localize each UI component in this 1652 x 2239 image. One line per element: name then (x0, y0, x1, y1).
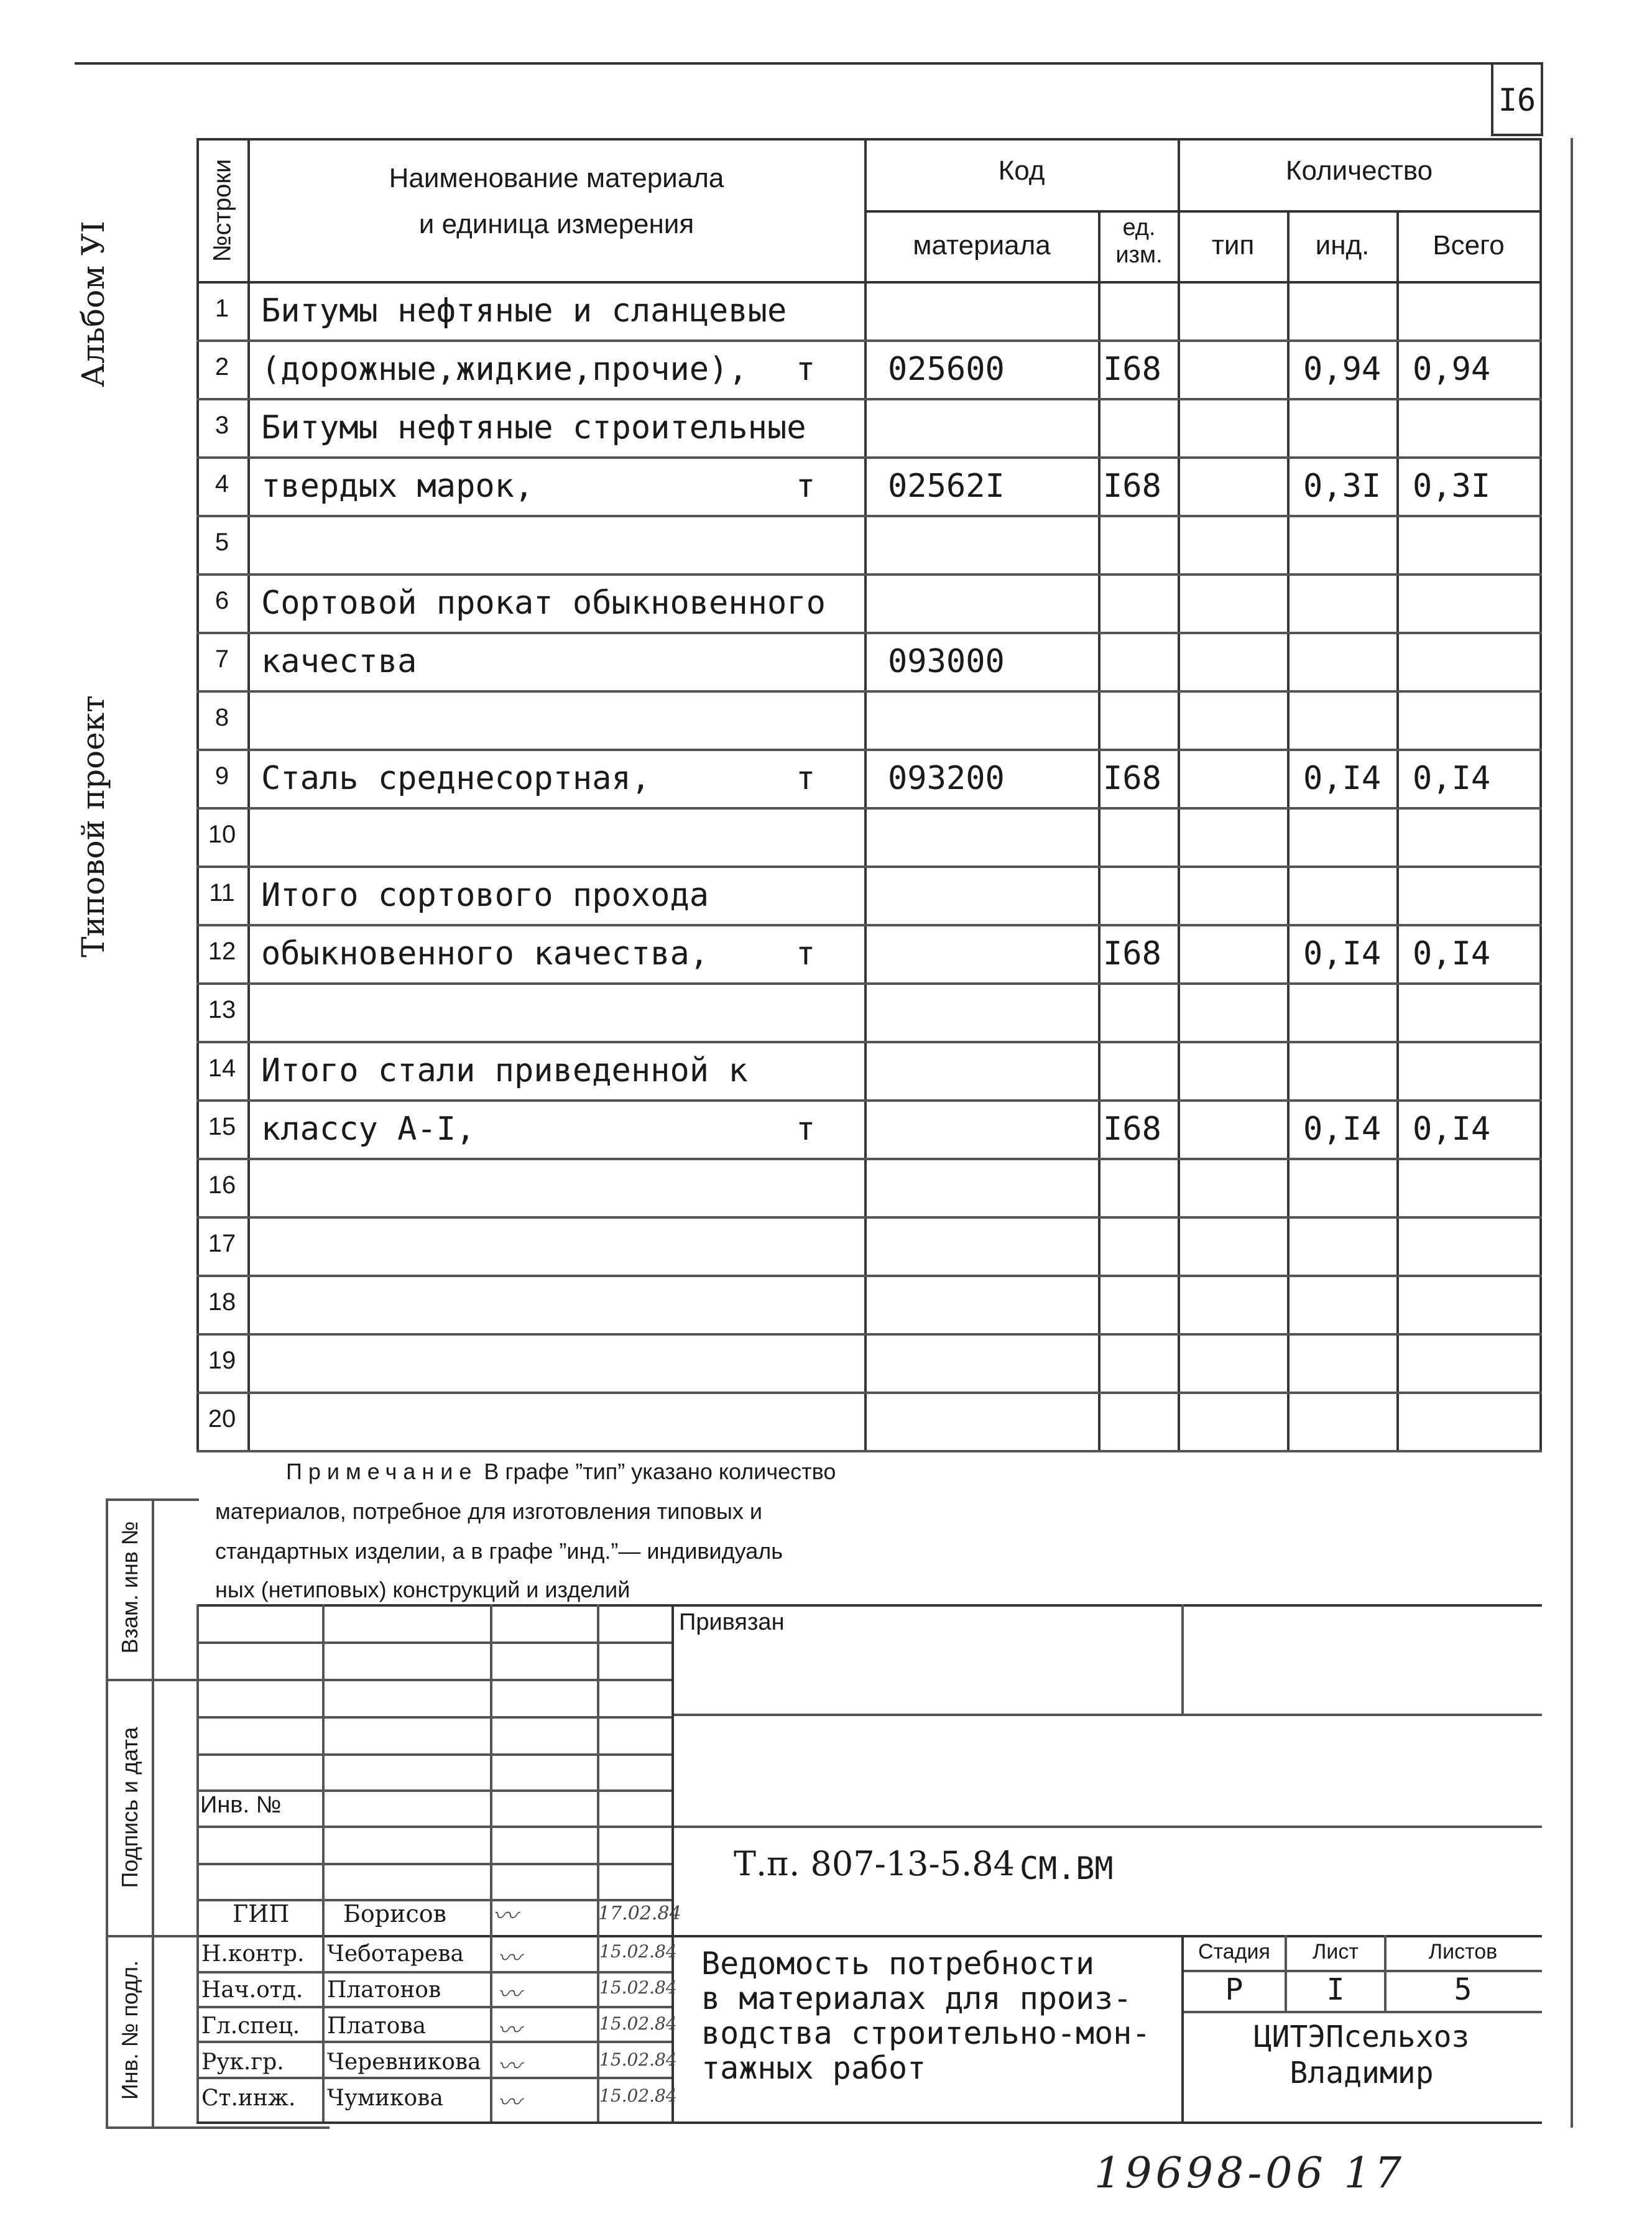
side-inv-podl: Инв. № подл. (117, 1960, 142, 2100)
row-number: 11 (209, 879, 235, 907)
signature-icon: 〰 (497, 2089, 522, 2116)
qty-total: 0,I4 (1413, 935, 1491, 972)
material-unit: т (796, 468, 816, 505)
material-unit: т (796, 351, 816, 388)
unit-code: I68 (1103, 935, 1161, 972)
col-divider (1396, 211, 1399, 1450)
material-unit: т (796, 935, 816, 972)
qty-total: 0,94 (1413, 351, 1491, 388)
header-bottom (196, 281, 1542, 284)
row-divider (196, 924, 1542, 926)
row-divider (196, 866, 1542, 868)
signer-date: 15.02.84 (599, 2013, 677, 2034)
stamp-rule (196, 2006, 671, 2008)
side-project: Типовой проект (75, 695, 111, 958)
doc-title (701, 1946, 1150, 2085)
signer-name: Платова (327, 2013, 427, 2039)
stamp-rule (1181, 2011, 1542, 2013)
material-name: твердых марок, (261, 468, 534, 505)
row-divider (196, 1275, 1542, 1277)
unit-code: I68 (1103, 468, 1161, 505)
footer-archive-number: 19698-06 17 (1094, 2149, 1405, 2198)
row-divider (196, 632, 1542, 634)
side-strip-rule (106, 2126, 330, 2129)
top-rule (75, 62, 1543, 65)
row-number: 15 (208, 1113, 236, 1140)
unit-code: I68 (1103, 351, 1161, 388)
row-divider (196, 982, 1542, 985)
row-divider (196, 515, 1542, 517)
stamp-doc-code: Т.п. 807-13-5.84 (734, 1844, 1015, 1883)
material-name: классу А-I, (261, 1110, 476, 1148)
material-unit: т (796, 1110, 816, 1148)
signer-name: Платонов (327, 1977, 441, 2003)
stamp-rule (196, 2041, 671, 2043)
row-divider (196, 573, 1542, 576)
material-name: Итого стали приведенной к (261, 1052, 748, 1089)
col-divider (1098, 211, 1101, 1450)
header-quantity: Количество (1285, 155, 1433, 186)
org-line-1: ЦИТЭПсельхоз (1253, 2020, 1470, 2054)
row-number: 2 (215, 353, 229, 381)
stamp-rule (196, 1753, 671, 1756)
doc-title-line-3: водства строительно-мон- (701, 2015, 1151, 2051)
row-number: 8 (215, 704, 229, 731)
material-code: 02562I (888, 468, 1005, 505)
row-number: 20 (208, 1405, 236, 1433)
material-unit: т (796, 760, 816, 797)
header-code-material: материала (913, 230, 1051, 261)
row-number: 18 (208, 1288, 236, 1316)
row-number: 10 (208, 821, 236, 848)
signer-name: Чеботарева (327, 1941, 464, 1967)
row-divider (196, 456, 1542, 459)
note-line-2: материалов, потребное для изготовления типовых и (215, 1498, 763, 1524)
row-number: 6 (215, 587, 229, 614)
doc-title-line-4: тажных работ (701, 2050, 926, 2086)
row-divider (196, 1158, 1542, 1160)
side-album: Альбом УI (75, 221, 111, 387)
org-line-2: Владимир (1290, 2056, 1434, 2090)
signature-icon: 〰 (497, 1980, 522, 2008)
unit-code: I68 (1103, 760, 1161, 797)
qty-ind: 0,I4 (1303, 1110, 1382, 1148)
gip-name: Борисов (343, 1900, 447, 1927)
doc-title-line-2: в материалах для произ- (701, 1980, 1132, 2016)
stamp-col (1181, 1604, 1184, 1714)
col-divider (247, 138, 250, 1450)
material-name: Сортовой прокат обыкновенного (261, 584, 826, 622)
sheet-value: I (1326, 1972, 1345, 2007)
stamp-rule (196, 1826, 1542, 1828)
stamp-rule (196, 1716, 671, 1719)
row-number: 7 (215, 645, 229, 673)
material-name: обыкновенного качества, (261, 935, 709, 972)
header-code-unit: ед. изм. (1115, 215, 1163, 268)
stamp-rule (196, 1641, 671, 1644)
stamp-col (196, 1604, 199, 2121)
row-divider (196, 1333, 1542, 1336)
row-divider (196, 1392, 1542, 1394)
header-q-type: тип (1211, 230, 1255, 261)
signer-date: 15.02.84 (599, 1977, 677, 1998)
signature-icon: 〰 (497, 2016, 522, 2044)
qty-ind: 0,I4 (1303, 760, 1382, 797)
signer-date: 15.02.84 (599, 1941, 677, 1962)
material-name: Битумы нефтяные строительные (261, 409, 806, 446)
row-divider (196, 398, 1542, 400)
row-divider (196, 1099, 1542, 1102)
row-number: 12 (208, 938, 236, 965)
row-number: 1 (215, 295, 229, 322)
side-vzam: Взам. инв № (117, 1521, 142, 1654)
stage-value: Р (1225, 1972, 1244, 2007)
stamp-rule (196, 1863, 671, 1865)
material-name: Сталь среднесортная, (261, 760, 651, 797)
qty-ind: 0,94 (1303, 351, 1382, 388)
doc-title-line-1: Ведомость потребности (701, 1946, 1095, 1982)
signature-icon: 〰 (497, 1944, 522, 1972)
note-label: Примечание (286, 1459, 478, 1484)
table-top-border (196, 138, 1542, 141)
signer-role: Н.контр. (201, 1941, 305, 1967)
sheets-label: Листов (1428, 1940, 1498, 1964)
material-name: (дорожные,жидкие,прочие), (261, 351, 748, 388)
note-line-3: стандартных изделии, а в графе ”инд.”— индивидуаль (215, 1538, 783, 1564)
header-q-ind: инд. (1315, 230, 1370, 261)
row-divider (196, 1216, 1542, 1219)
header-divider (864, 210, 1542, 213)
stamp-rule (196, 1935, 1542, 1937)
page-number-box (1491, 64, 1543, 136)
qty-total: 0,3I (1413, 468, 1491, 505)
material-name: Итого сортового прохода (261, 877, 709, 914)
signer-date: 15.02.84 (599, 2085, 677, 2106)
signer-name: Черевникова (327, 2049, 481, 2075)
signer-role: Нач.отд. (201, 1977, 303, 2003)
header-code: Код (998, 155, 1045, 186)
material-code: 093000 (888, 643, 1005, 680)
stamp-inv-no: Инв. № (200, 1792, 282, 1818)
stamp-doc-code2: СМ.ВМ (1020, 1850, 1114, 1886)
stamp-col (490, 1604, 492, 2121)
note-line-4: ных (нетиповых) конструкций и изделий (215, 1577, 630, 1602)
qty-ind: 0,3I (1303, 468, 1382, 505)
page-number: I6 (1498, 82, 1536, 118)
side-podpis: Подпись и дата (117, 1727, 142, 1888)
gip-signature-icon: 〰 (492, 1902, 517, 1931)
row-number: 17 (208, 1230, 236, 1257)
row-number: 13 (208, 996, 236, 1023)
row-divider (196, 807, 1542, 810)
qty-total: 0,I4 (1413, 760, 1491, 797)
material-code: 025600 (888, 351, 1005, 388)
col-divider (864, 138, 867, 1450)
material-code: 093200 (888, 760, 1005, 797)
gip-date: 17.02.84 (598, 1903, 681, 1924)
sheets-value: 5 (1454, 1972, 1472, 2007)
row-divider (196, 1041, 1542, 1043)
stamp-rule (196, 1971, 671, 1974)
stamp-col (597, 1604, 599, 2121)
row-number: 16 (208, 1171, 236, 1199)
row-number: 5 (215, 529, 229, 556)
signer-role: Ст.инж. (201, 2085, 296, 2111)
signer-role: Гл.спец. (201, 2013, 300, 2039)
stamp-rule (196, 1604, 1542, 1607)
table-right-border (1539, 138, 1542, 1450)
header-name-2: и единица измерения (418, 209, 694, 239)
note-line-1-text: В графе ”тип” указано количество (484, 1459, 836, 1484)
side-strip-left (106, 1498, 108, 2126)
stamp-bottom (196, 2121, 1542, 2124)
col-divider (1287, 211, 1290, 1450)
header-name-1: Наименование материала (389, 163, 724, 193)
header-q-total: Всего (1433, 230, 1505, 261)
row-divider (196, 749, 1542, 751)
row-number: 19 (208, 1347, 236, 1374)
unit-code: I68 (1103, 1110, 1161, 1148)
row-divider (196, 690, 1542, 693)
col-divider (1178, 138, 1180, 1450)
row-number: 3 (215, 412, 229, 439)
stamp-rule (196, 1679, 671, 1681)
sheet-label: Лист (1313, 1940, 1359, 1964)
note-line-1 (286, 1459, 836, 1485)
side-strip-mid (152, 1498, 154, 2126)
material-name: Битумы нефтяные и сланцевые (261, 292, 787, 330)
stage-label: Стадия (1198, 1940, 1270, 1964)
material-name: качества (261, 643, 417, 680)
header-row-no: №строки (208, 159, 236, 262)
qty-ind: 0,I4 (1303, 935, 1382, 972)
stamp-col (322, 1604, 325, 2121)
gip-role: ГИП (233, 1900, 290, 1927)
row-number: 9 (215, 762, 229, 790)
stamp-privyazan: Привязан (679, 1609, 785, 1635)
row-divider (196, 339, 1542, 342)
signer-date: 15.02.84 (599, 2049, 677, 2070)
row-number: 14 (208, 1055, 236, 1082)
note-top-rule (196, 1450, 1542, 1452)
signer-name: Чумикова (327, 2085, 443, 2111)
signature-icon: 〰 (497, 2052, 522, 2080)
row-number: 4 (215, 470, 229, 497)
stamp-rule (196, 2077, 671, 2079)
stamp-col (671, 1604, 674, 2121)
signer-role: Рук.гр. (201, 2049, 284, 2075)
qty-total: 0,I4 (1413, 1110, 1491, 1148)
stamp-rule (671, 1714, 1542, 1716)
frame-right-line (1571, 138, 1573, 2128)
